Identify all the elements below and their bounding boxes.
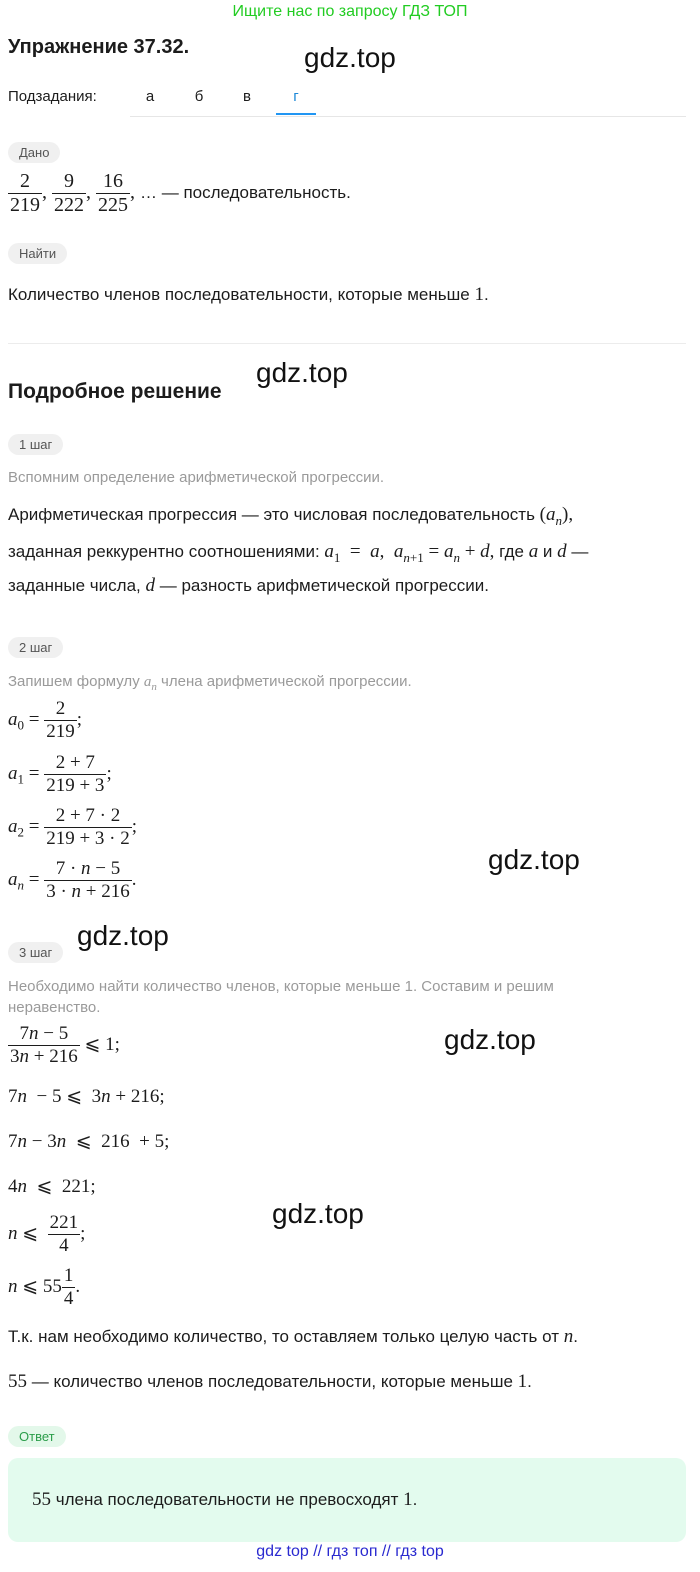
step3-pill: 3 шаг (8, 942, 63, 963)
inequality-2: 7n − 5 ⩽ 3n + 216; (8, 1086, 165, 1107)
conclusion-1: Т.к. нам необходимо количество, то оставляем только целую часть от n. (8, 1326, 578, 1347)
given-fraction: $\frac{9}{222}$ (54, 170, 84, 216)
given-fraction: $\frac{16}{225}$ (98, 170, 128, 216)
watermark: gdz.top (256, 357, 348, 388)
inequality-1: $\frac{7n - 5}{3n + 216}$ ⩽ 1; (10, 1023, 120, 1067)
tab-b[interactable]: б (194, 88, 204, 105)
step1-line2: заданная реккурентно соотношениями: $a_1 = a$, $a_{n+1} = a_n + d$, где a и d — (8, 541, 589, 565)
watermark: gdz.top (77, 920, 169, 951)
inequality-5: n ⩽ $\frac{221}{4}$ ; (8, 1212, 86, 1256)
solution-title: Подробное решение (8, 380, 222, 403)
formula-a0: $a_0$ = $\frac{2}{219}$ ; (8, 698, 82, 742)
conclusion-2: 55 — количество членов последовательности, которые меньше 1. (8, 1371, 532, 1392)
given-sequence: $\frac{2}{219}$ , $\frac{9}{222}$ , $\frac{16}{225}$ , … — последовательность. (10, 170, 351, 216)
section-divider (8, 343, 686, 344)
step1-hint: Вспомним определение арифметической прогрессии. (8, 469, 385, 486)
exercise-title: Упражнение 37.32. (8, 36, 190, 58)
step1-line3: заданные числа, d — разность арифметической прогрессии. (8, 575, 489, 596)
given-fraction: $\frac{2}{219}$ (10, 170, 40, 216)
step2-hint: Запишем формулу $a_n$ члена арифметической прогрессии. (8, 673, 412, 693)
step2-pill: 2 шаг (8, 637, 63, 658)
watermark: gdz.top (444, 1024, 536, 1055)
find-pill: Найти (8, 243, 67, 264)
answer-pill: Ответ (8, 1426, 66, 1447)
tab-a[interactable]: а (145, 88, 155, 105)
find-text: Количество членов последовательности, которые меньше 1. (8, 284, 489, 305)
watermark: gdz.top (304, 42, 396, 73)
watermark: gdz.top (488, 844, 580, 875)
inequality-6: n ⩽ 55 $\frac{1}{4}$ . (8, 1265, 81, 1309)
inequality-3: 7n − 3n ⩽ 216 + 5; (8, 1131, 170, 1152)
search-banner[interactable]: Ищите нас по запросу ГДЗ ТОП (232, 3, 468, 20)
step1-line1: Арифметическая прогрессия — это числовая последовательность $(a_n)$, (8, 504, 574, 528)
subtasks-label: Подзадания: (8, 88, 97, 105)
formula-a1: $a_1$ = $\frac{2 + 7}{219 + 3}$ ; (8, 752, 112, 796)
tab-g[interactable]: г (293, 88, 299, 105)
tab-v[interactable]: в (243, 88, 251, 105)
step1-pill: 1 шаг (8, 434, 63, 455)
given-pill: Дано (8, 142, 60, 163)
active-tab-indicator (276, 113, 316, 115)
given-tail: … — последовательность. (140, 183, 351, 203)
formula-an: $a_n$ = $\frac{7 \cdot n - 5}{3 \cdot n + 216}$ . (8, 858, 137, 902)
subtask-tabs (130, 80, 686, 117)
footer-links[interactable]: gdz top // гдз топ // гдз top (256, 1543, 444, 1560)
formula-a2: $a_2$ = $\frac{2 + 7 \cdot 2}{219 + 3 \cdot 2}$ ; (8, 805, 138, 849)
answer-text: 55 члена последовательности не превосходят 1. (32, 1489, 418, 1510)
watermark: gdz.top (272, 1198, 364, 1229)
step3-hint: Необходимо найти количество членов, которые меньше 1. Составим и решим неравенство. (8, 978, 554, 1016)
inequality-4: 4n ⩽ 221; (8, 1176, 96, 1197)
